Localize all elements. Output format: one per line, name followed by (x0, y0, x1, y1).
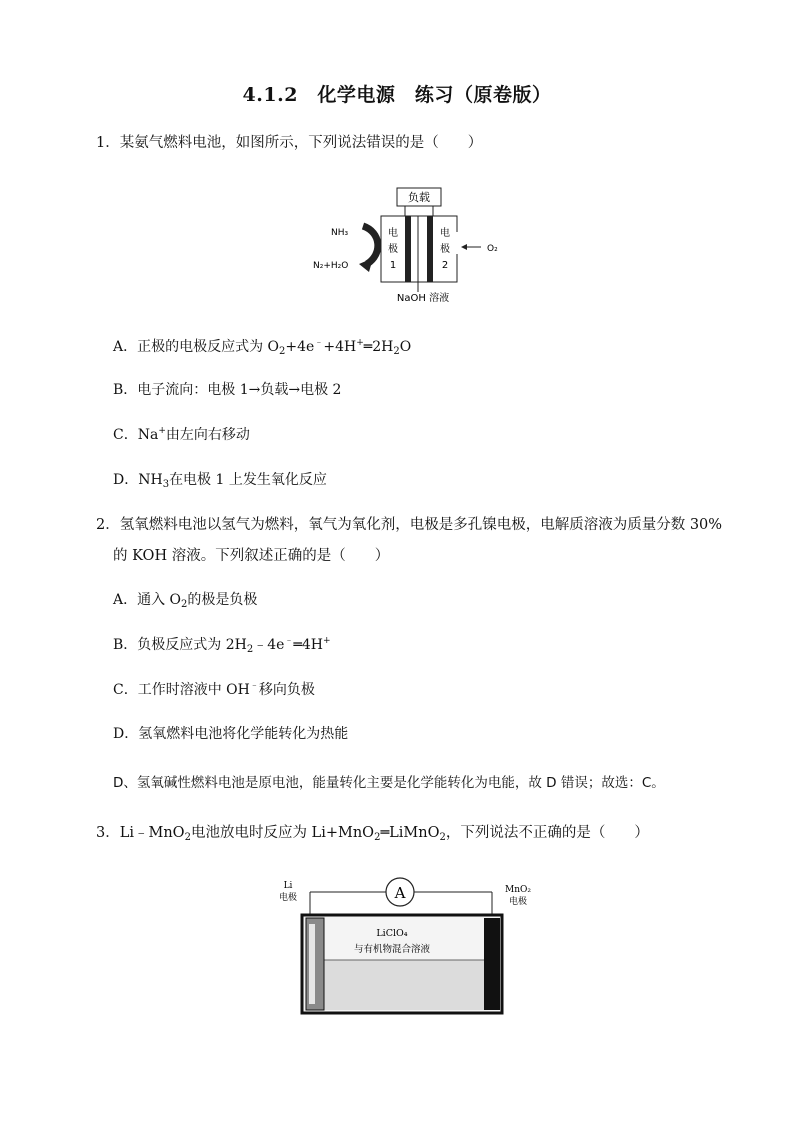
load-label: 负载 (408, 191, 430, 204)
ammonia-fuel-cell-diagram (305, 180, 515, 310)
question-2-stem-line-1: 2．氢氧燃料电池以氢气为燃料，氧气为氧化剂，电极是多孔镍电极，电解质溶液为质量分数 30% (96, 517, 723, 533)
mno2-electrode-label: 电极 (508, 897, 528, 907)
arrow-left-icon (461, 244, 467, 250)
electrolyte-formula: LiClO₄ (376, 928, 408, 939)
o2-label: O₂ (487, 244, 498, 254)
electrode-1-char-3: 1 (389, 260, 397, 271)
electrode-1-char-2: 极 (388, 244, 398, 255)
question-2-stem-line-2: 的 KOH 溶液。下列叙述正确的是（ ） (113, 548, 390, 564)
electrode-2-char-2: 极 (440, 244, 450, 255)
mno2-label: MnO₂ (505, 885, 531, 895)
products-label: N₂+H₂O (313, 261, 349, 271)
question-2-option-c: C．工作时溶液中 OH﹣移向负极 (113, 681, 315, 698)
curved-arrow-icon (363, 226, 378, 264)
question-2-option-d: D．氢氧燃料电池将化学能转化为热能 (113, 726, 349, 742)
question-1-stem: 1．某氨气燃料电池，如图所示，下列说法错误的是（ ） (96, 135, 483, 151)
ammeter-icon: A (394, 884, 406, 902)
question-2-option-b: B．负极反应式为 $2H_2﹣4e^﹣═4H^+$ (113, 636, 331, 655)
electrode-1-char-1: 电 (388, 228, 398, 239)
question-2-option-a: A．通入 $O_2$的极是负极 (113, 592, 258, 610)
question-1-option-c: C．Na+由左向右移动 (113, 426, 250, 443)
electrolyte-label: NaOH 溶液 (396, 293, 450, 304)
li-label: Li (283, 881, 293, 891)
question-1-option-b: B．电子流向：电极 1→负载→电极 2 (113, 382, 342, 398)
nh3-label: NH₃ (331, 228, 349, 238)
li-mno2-battery-diagram (270, 870, 540, 1020)
question-3-stem: 3．Li﹣MnO$_2$电池放电时反应为 Li+MnO$_2$═LiMnO$_2$，下列说法不正确的是（ ） (96, 825, 649, 843)
question-1-option-a: A．正极的电极反应式为 $O_2+4e^﹣+4H^+═2H_2O$ (113, 338, 412, 357)
electrode-2-char-1: 电 (440, 228, 450, 239)
li-electrode-label: 电极 (278, 893, 298, 903)
page-title: 4.1.2 化学电源 练习（原卷版） (242, 84, 552, 106)
electrolyte-description: 与有机物混合溶液 (353, 944, 431, 955)
electrode-2-char-3: 2 (441, 260, 449, 271)
question-2-explanation: D、氢氧碱性燃料电池是原电池，能量转化主要是化学能转化为电能，故 D 错误；故选：C。 (113, 775, 665, 791)
question-1-option-d: D．$NH_3$在电极 1 上发生氧化反应 (113, 472, 327, 490)
